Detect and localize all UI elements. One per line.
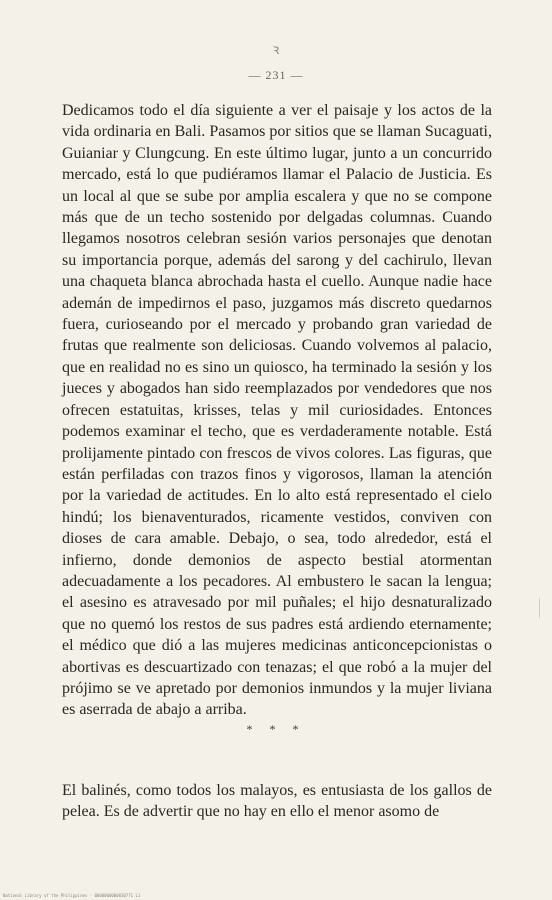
footer-text: National Library of the Philippines · 0000000000030771 L1 xyxy=(3,893,141,898)
secondary-text-block xyxy=(62,764,492,839)
page-number: — 231 — xyxy=(248,68,304,82)
section-separator: * * * xyxy=(246,722,306,736)
paragraph-2: El balinés, como todos los malayos, es entusiasta de los gallos de pelea. Es de advertir que no hay en ello el menor asomo de xyxy=(62,782,492,821)
paragraph-1: Dedicamos todo el día siguiente a ver el paisaje y los actos de la vida ordinaria en Bali. Pasamos por sitios que se llaman Sucaguati, Guianiar y Clungcung. En este último lugar, junto a un concurrido mercado, está lo que pudiéramos llamar el Palacio de Justicia. Es un local al que se sube por amplia escalera y que no se compone más que de un techo sostenido por delgadas columnas. Cuando llegamos nosotros celebran sesión varios personajes que denotan su importancia porque, además del sarong y del cachirulo, llevan una chaqueta blanca abrochada hasta el cuello. Aunque nadie hace ademán de impedirnos el paso, juzgamos más discreto quedarnos fuera, curioseando por el mercado y probando gran variedad de frutas que realmente son deliciosas. Cuando volvemos al palacio, que en realidad no es sino un quiosco, ha terminado la sesión y los jueces y abogados han sido reemplazados por vendedores que nos ofrecen estatuitas, krisses, telas y mil curiosidades. Entonces podemos examinar el techo, que es verdaderamente notable. Está prolijamente pintado con frescos de vivos colores. Las figuras, que están perfiladas con trazos finos y vigorosos, llaman la atención por la variedad de actitudes. En lo alto está representado el cielo hindú; los bienaventurados, ricamente vestidos, conviven con dioses de cara amable. Debajo, o sea, todo alrededor, está el infierno, donde demonios de aspecto bestial atormentan adecuadamente a los pecadores. Al embustero le sacan la lengua; el asesino es atravesado por mil puñales; el hijo desnaturalizado que no quemó los restos de sus padres está ardiendo eternamente; el médico que dió a las mujeres medicinas anticoncepcionistas o abortivas es descuartizado con tenazas; el que robó a la mujer del prójimo se ve apretado por demonios inmundos y la mujer liviana es aserrada de abajo a arriba. xyxy=(62,102,492,719)
main-text-block xyxy=(62,100,492,721)
page-top-mark: ꝛ xyxy=(272,43,280,58)
page-edge-mark xyxy=(539,598,540,618)
